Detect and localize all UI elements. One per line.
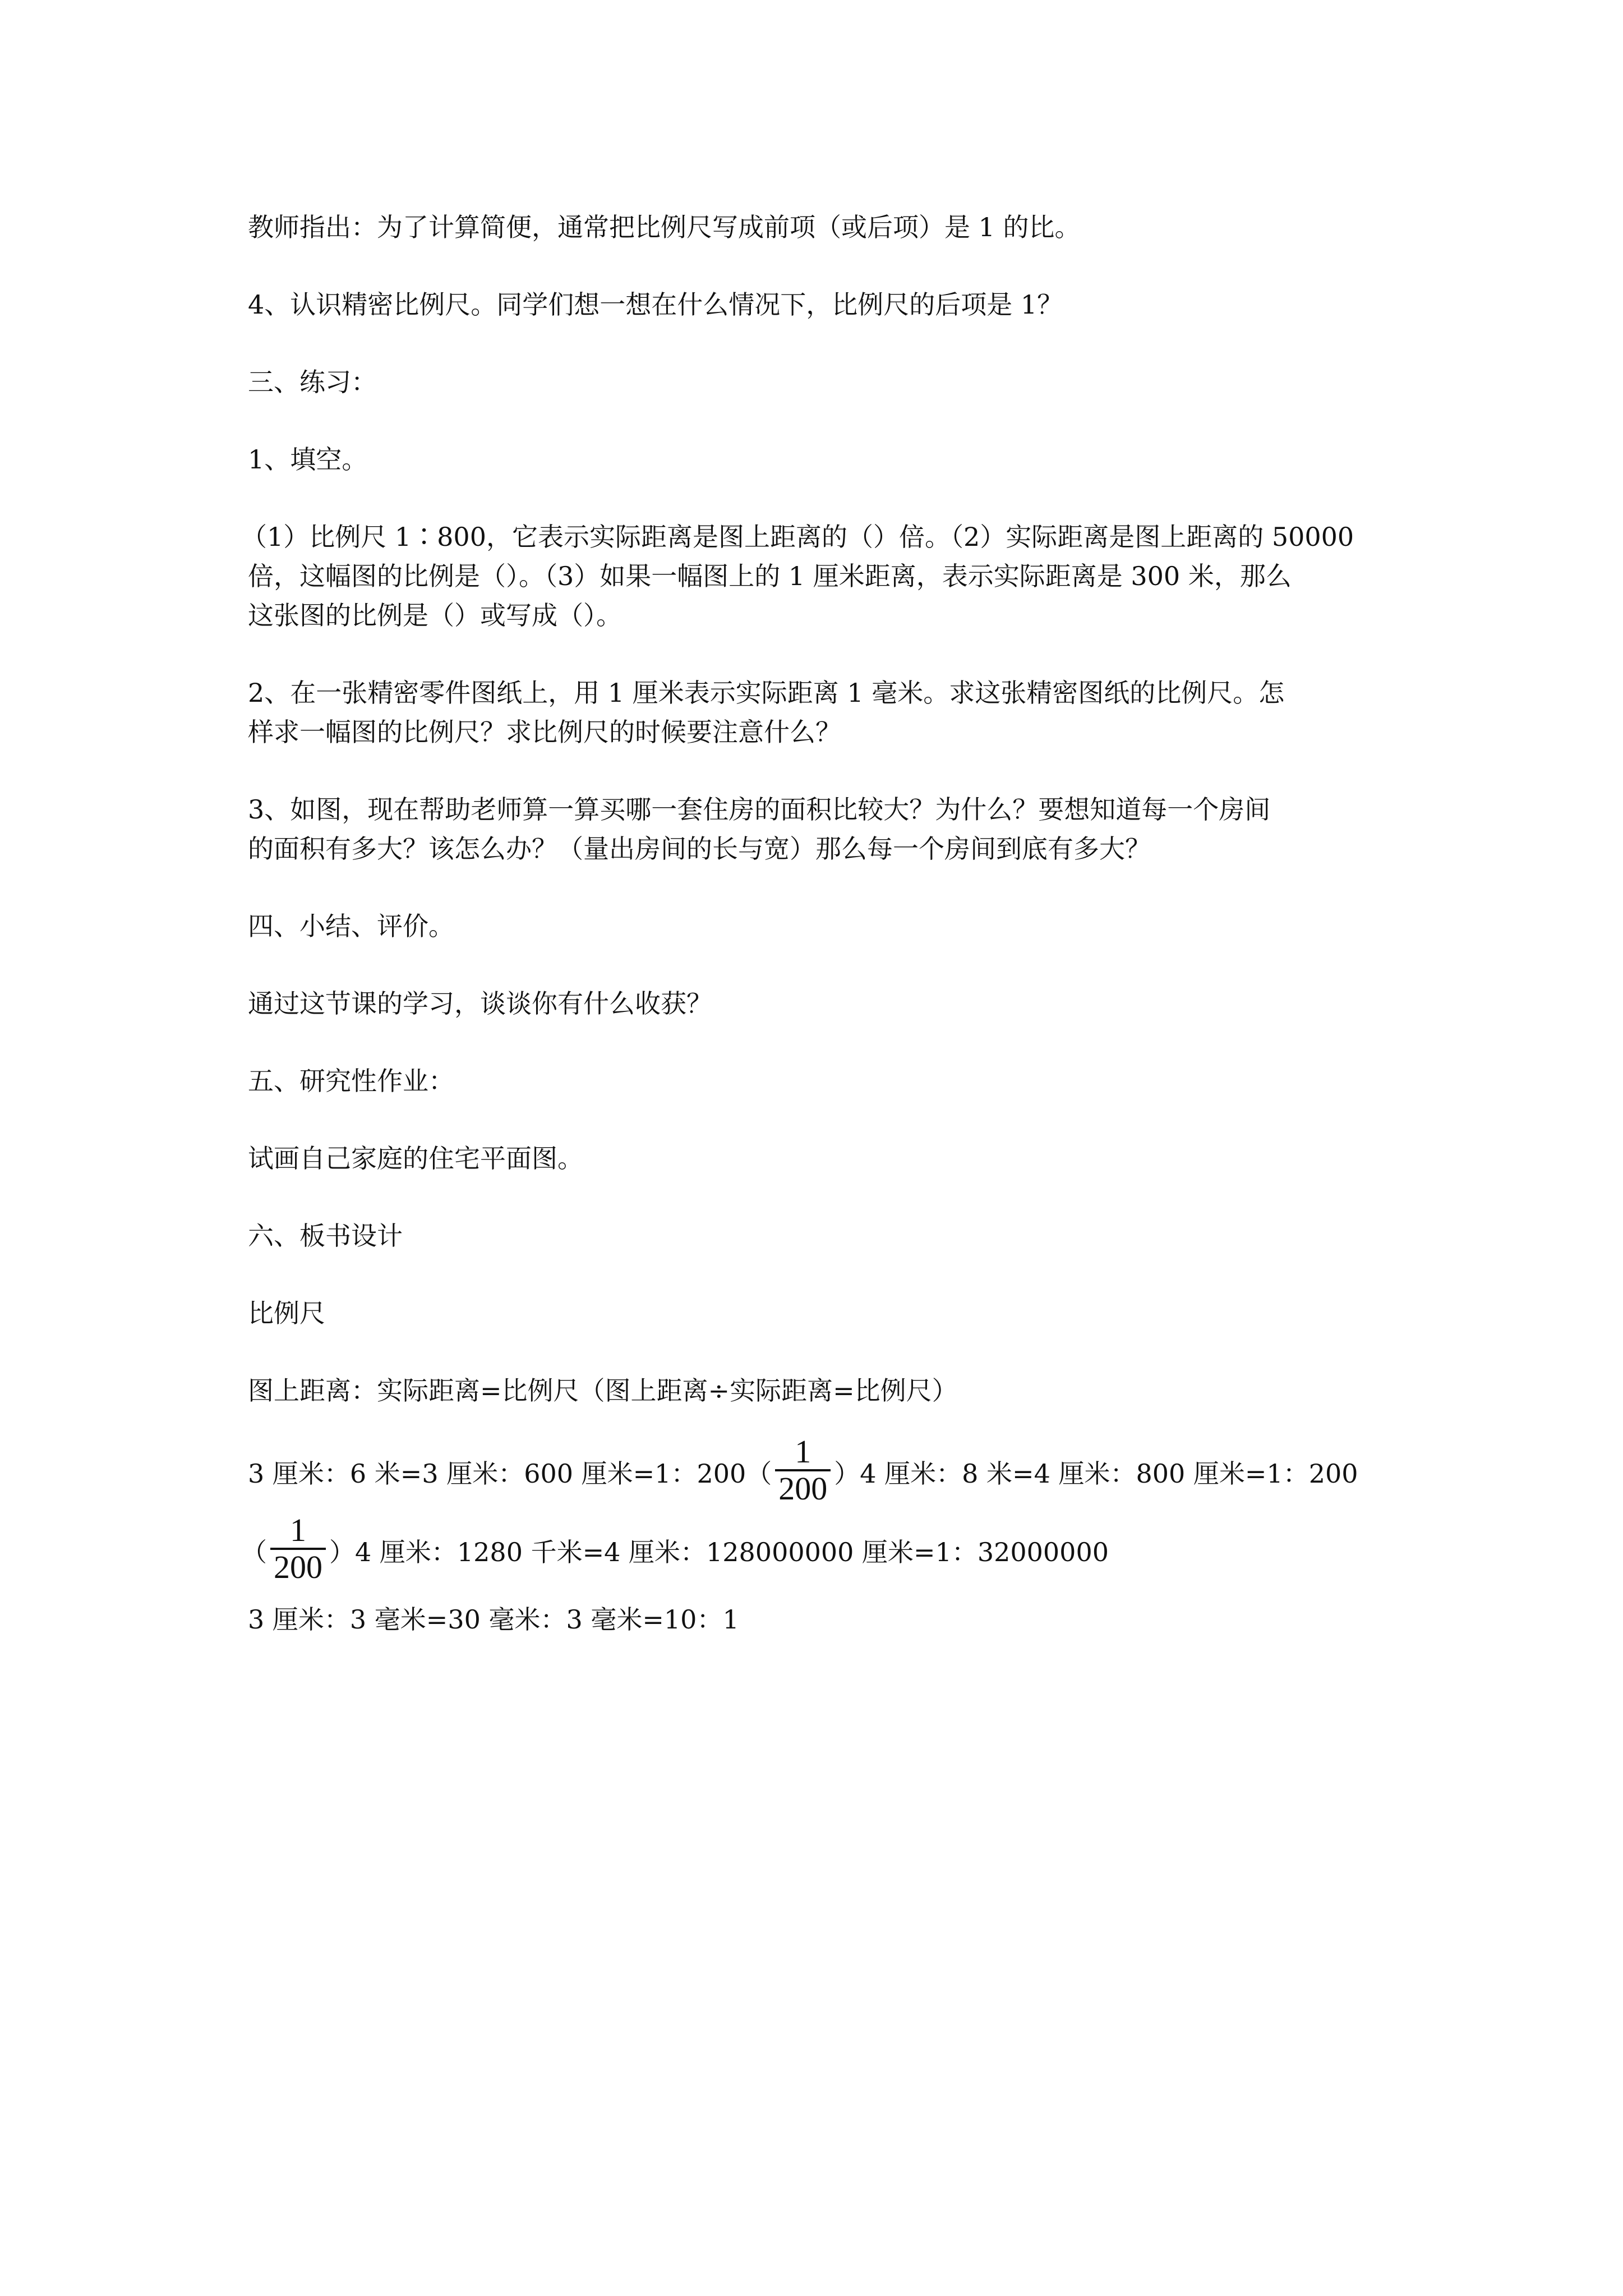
formula-text: ）4 厘米：8 米=4 厘米：800 厘米=1：200: [834, 1458, 1358, 1489]
text-line: 倍，这幅图的比例是（）。（3）如果一幅图上的 1 厘米距离，表示实际距离是 300 米，那么: [248, 561, 1292, 591]
text-line: 样求一幅图的比例尺？求比例尺的时候要注意什么？: [248, 717, 841, 747]
paragraph-question-3: [248, 790, 1392, 868]
fraction-numerator: 1: [290, 1512, 306, 1548]
fraction-1-200: [775, 1434, 831, 1506]
document-body: [241, 208, 1392, 1677]
text-line: 3、如图，现在帮助老师算一算买哪一套住房的面积比较大？为什么？要想知道每一个房间: [248, 794, 1271, 825]
paragraph-homework: 试画自己家庭的住宅平面图。: [248, 1143, 583, 1174]
board-formula-line-1: [248, 1432, 1392, 1516]
board-title: 比例尺: [248, 1298, 325, 1328]
paragraph-teacher-note: 教师指出：为了计算简便，通常把比例尺写成前项（或后项）是 1 的比。: [248, 212, 1081, 242]
text-line: （1）比例尺 1∶800，它表示实际距离是图上距离的（）倍。（2）实际距离是图上距离的 50000: [241, 522, 1354, 552]
heading-homework: 五、研究性作业：: [248, 1066, 454, 1096]
fraction-numerator: 1: [795, 1433, 811, 1470]
heading-summary: 四、小结、评价。: [248, 911, 454, 941]
text-line: 的面积有多大？该怎么办？（量出房间的长与宽）那么每一个房间到底有多大？: [248, 834, 1151, 864]
paragraph-precise-scale: 4、认识精密比例尺。同学们想一想在什么情况下，比例尺的后项是 1？: [248, 289, 1063, 320]
heading-board-design: 六、板书设计: [248, 1221, 403, 1251]
paragraph-fill-blank-questions: [241, 517, 1392, 635]
heading-fill-blank: 1、填空。: [248, 444, 368, 475]
board-formula-definition: 图上距离：实际距离=比例尺（图上距离÷实际距离=比例尺）: [248, 1375, 958, 1406]
text-line: 2、在一张精密零件图纸上，用 1 厘米表示实际距离 1 毫米。求这张精密图纸的比例尺。怎: [248, 678, 1285, 708]
fraction-1-200: [270, 1513, 326, 1585]
fraction-denominator: 200: [270, 1548, 326, 1585]
heading-practice: 三、练习：: [248, 367, 377, 397]
text-line: 这张图的比例是（）或写成（）。: [248, 600, 622, 631]
paragraph-question-2: [248, 673, 1392, 752]
fraction-denominator: 200: [775, 1469, 831, 1506]
formula-text: ）4 厘米：1280 千米=4 厘米：128000000 厘米=1：32000000: [329, 1537, 1109, 1567]
paragraph-summary: 通过这节课的学习，谈谈你有什么收获？: [248, 988, 712, 1019]
formula-text: （: [241, 1537, 267, 1567]
board-formula-line-3: 3 厘米：3 毫米=30 毫米：3 毫米=10：1: [248, 1604, 739, 1635]
board-formula-line-2: [241, 1510, 1392, 1594]
formula-text: 3 厘米：6 米=3 厘米：600 厘米=1：200（: [248, 1458, 772, 1489]
